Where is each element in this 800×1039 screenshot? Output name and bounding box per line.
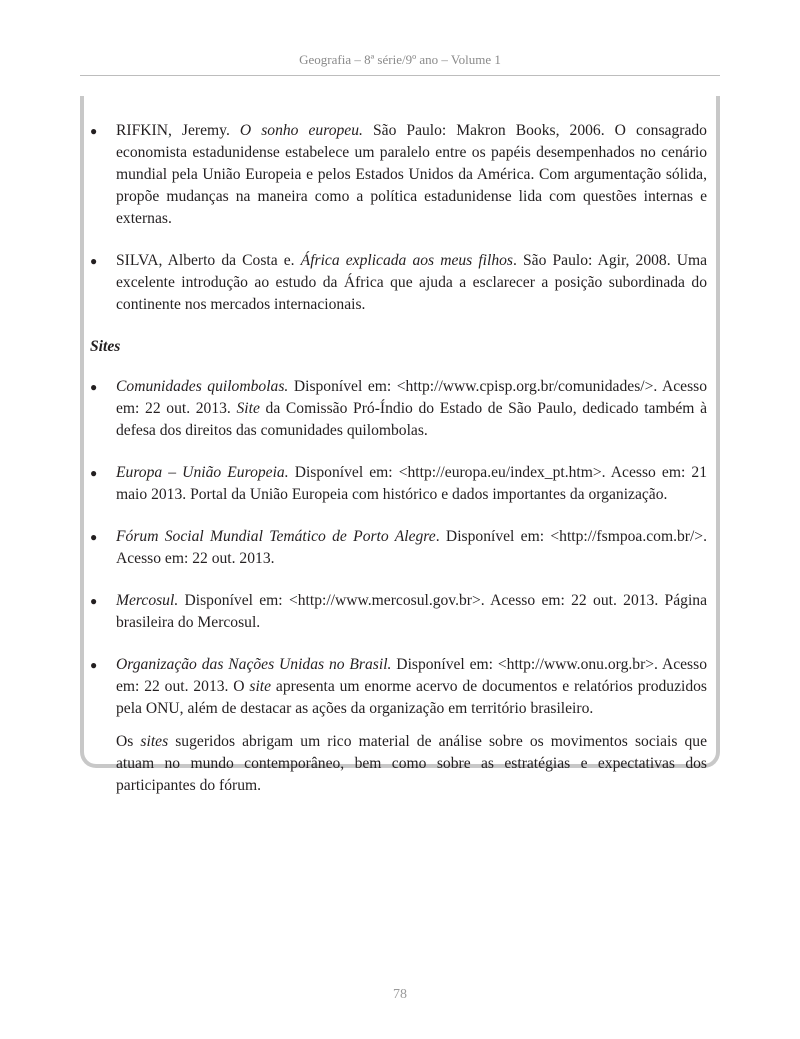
reading-box-content: [90, 120, 707, 797]
site-description-cont: da Comissão Pró-Índio do Estado de São Paulo, dedicado também à defesa dos direitos das comunidades quilombolas.: [116, 400, 707, 439]
site-description: . Disponível em: <http://fsmpoa.com.br/>. Acesso em: 22 out. 2013.: [116, 528, 707, 567]
site-item: [90, 590, 707, 634]
site-description: Disponível em: <http://europa.eu/index_pt.htm>. Acesso em: 21 maio 2013. Portal da União Europeia com histórico e dados importantes da organização.: [116, 464, 707, 503]
site-emphasis: site: [249, 678, 272, 695]
site-title: Comunidades quilombolas.: [116, 378, 289, 395]
reference-author: RIFKIN, Jeremy.: [116, 122, 230, 139]
site-title: Mercosul.: [116, 592, 179, 609]
sites-list: [90, 376, 707, 720]
reference-item: [90, 250, 707, 316]
running-title: Geografia – 8ª série/9º ano – Volume 1: [299, 52, 501, 67]
header-rule: [80, 75, 720, 76]
reference-item: [90, 120, 707, 230]
closing-text: Os: [116, 733, 141, 750]
site-description-cont: apresenta um enorme acervo de documentos e relatórios produzidos pela ONU, além de destacar as ações da organização em território brasileiro.: [116, 678, 707, 717]
closing-text-cont: sugeridos abrigam um rico material de análise sobre os movimentos sociais que atuam no mundo contemporâneo, bem como sobre as estratégias e expectativas dos participantes do fórum.: [116, 733, 707, 794]
closing-emphasis: sites: [140, 733, 169, 750]
site-title: Organização das Nações Unidas no Brasil.: [116, 656, 392, 673]
reference-list: [90, 120, 707, 316]
site-description: Disponível em: <http://www.cpisp.org.br/comunidades/>. Acesso em: 22 out. 2013.: [116, 378, 708, 417]
bullet-icon: ●: [90, 466, 98, 480]
site-title: Europa – União Europeia.: [116, 464, 289, 481]
bullet-icon: ●: [90, 658, 98, 672]
site-description: Disponível em: <http://www.onu.org.br>. Acesso em: 22 out. 2013. O: [116, 656, 707, 695]
reference-description: . São Paulo: Agir, 2008. Uma excelente introdução ao estudo da África que ajuda a esclarecer a posição subordinada do continente nos mercados internacionais.: [116, 252, 708, 313]
site-description: Disponível em: <http://www.mercosul.gov.br>. Acesso em: 22 out. 2013. Página brasileira do Mercosul.: [116, 592, 707, 631]
bullet-icon: ●: [90, 254, 98, 268]
bullet-icon: ●: [90, 530, 98, 544]
page-number: 78: [393, 987, 407, 1002]
site-item: [90, 462, 707, 506]
site-item: [90, 654, 707, 720]
reference-description: São Paulo: Makron Books, 2006. O consagrado economista estadunidense estabelece um paralelo entre os papéis desempenhados no cenário mundial pela União Europeia e pelos Estados Unidos da América. Com argumentação sólida, propõe mudanças na maneira como a política estadunidense lida com questões internas e externas.: [116, 122, 707, 227]
bullet-icon: ●: [90, 594, 98, 608]
reference-author: SILVA, Alberto da Costa e.: [116, 252, 295, 269]
site-item: [90, 526, 707, 570]
site-emphasis: Site: [236, 400, 260, 417]
reference-title: África explicada aos meus filhos: [300, 252, 514, 269]
bullet-icon: ●: [90, 124, 98, 138]
sites-heading: Sites: [90, 338, 121, 355]
closing-paragraph: [90, 731, 707, 797]
site-item: [90, 376, 707, 442]
reference-title: O sonho europeu.: [239, 122, 363, 139]
site-title: Fórum Social Mundial Temático de Porto Alegre: [116, 528, 436, 545]
bullet-icon: ●: [90, 380, 98, 394]
